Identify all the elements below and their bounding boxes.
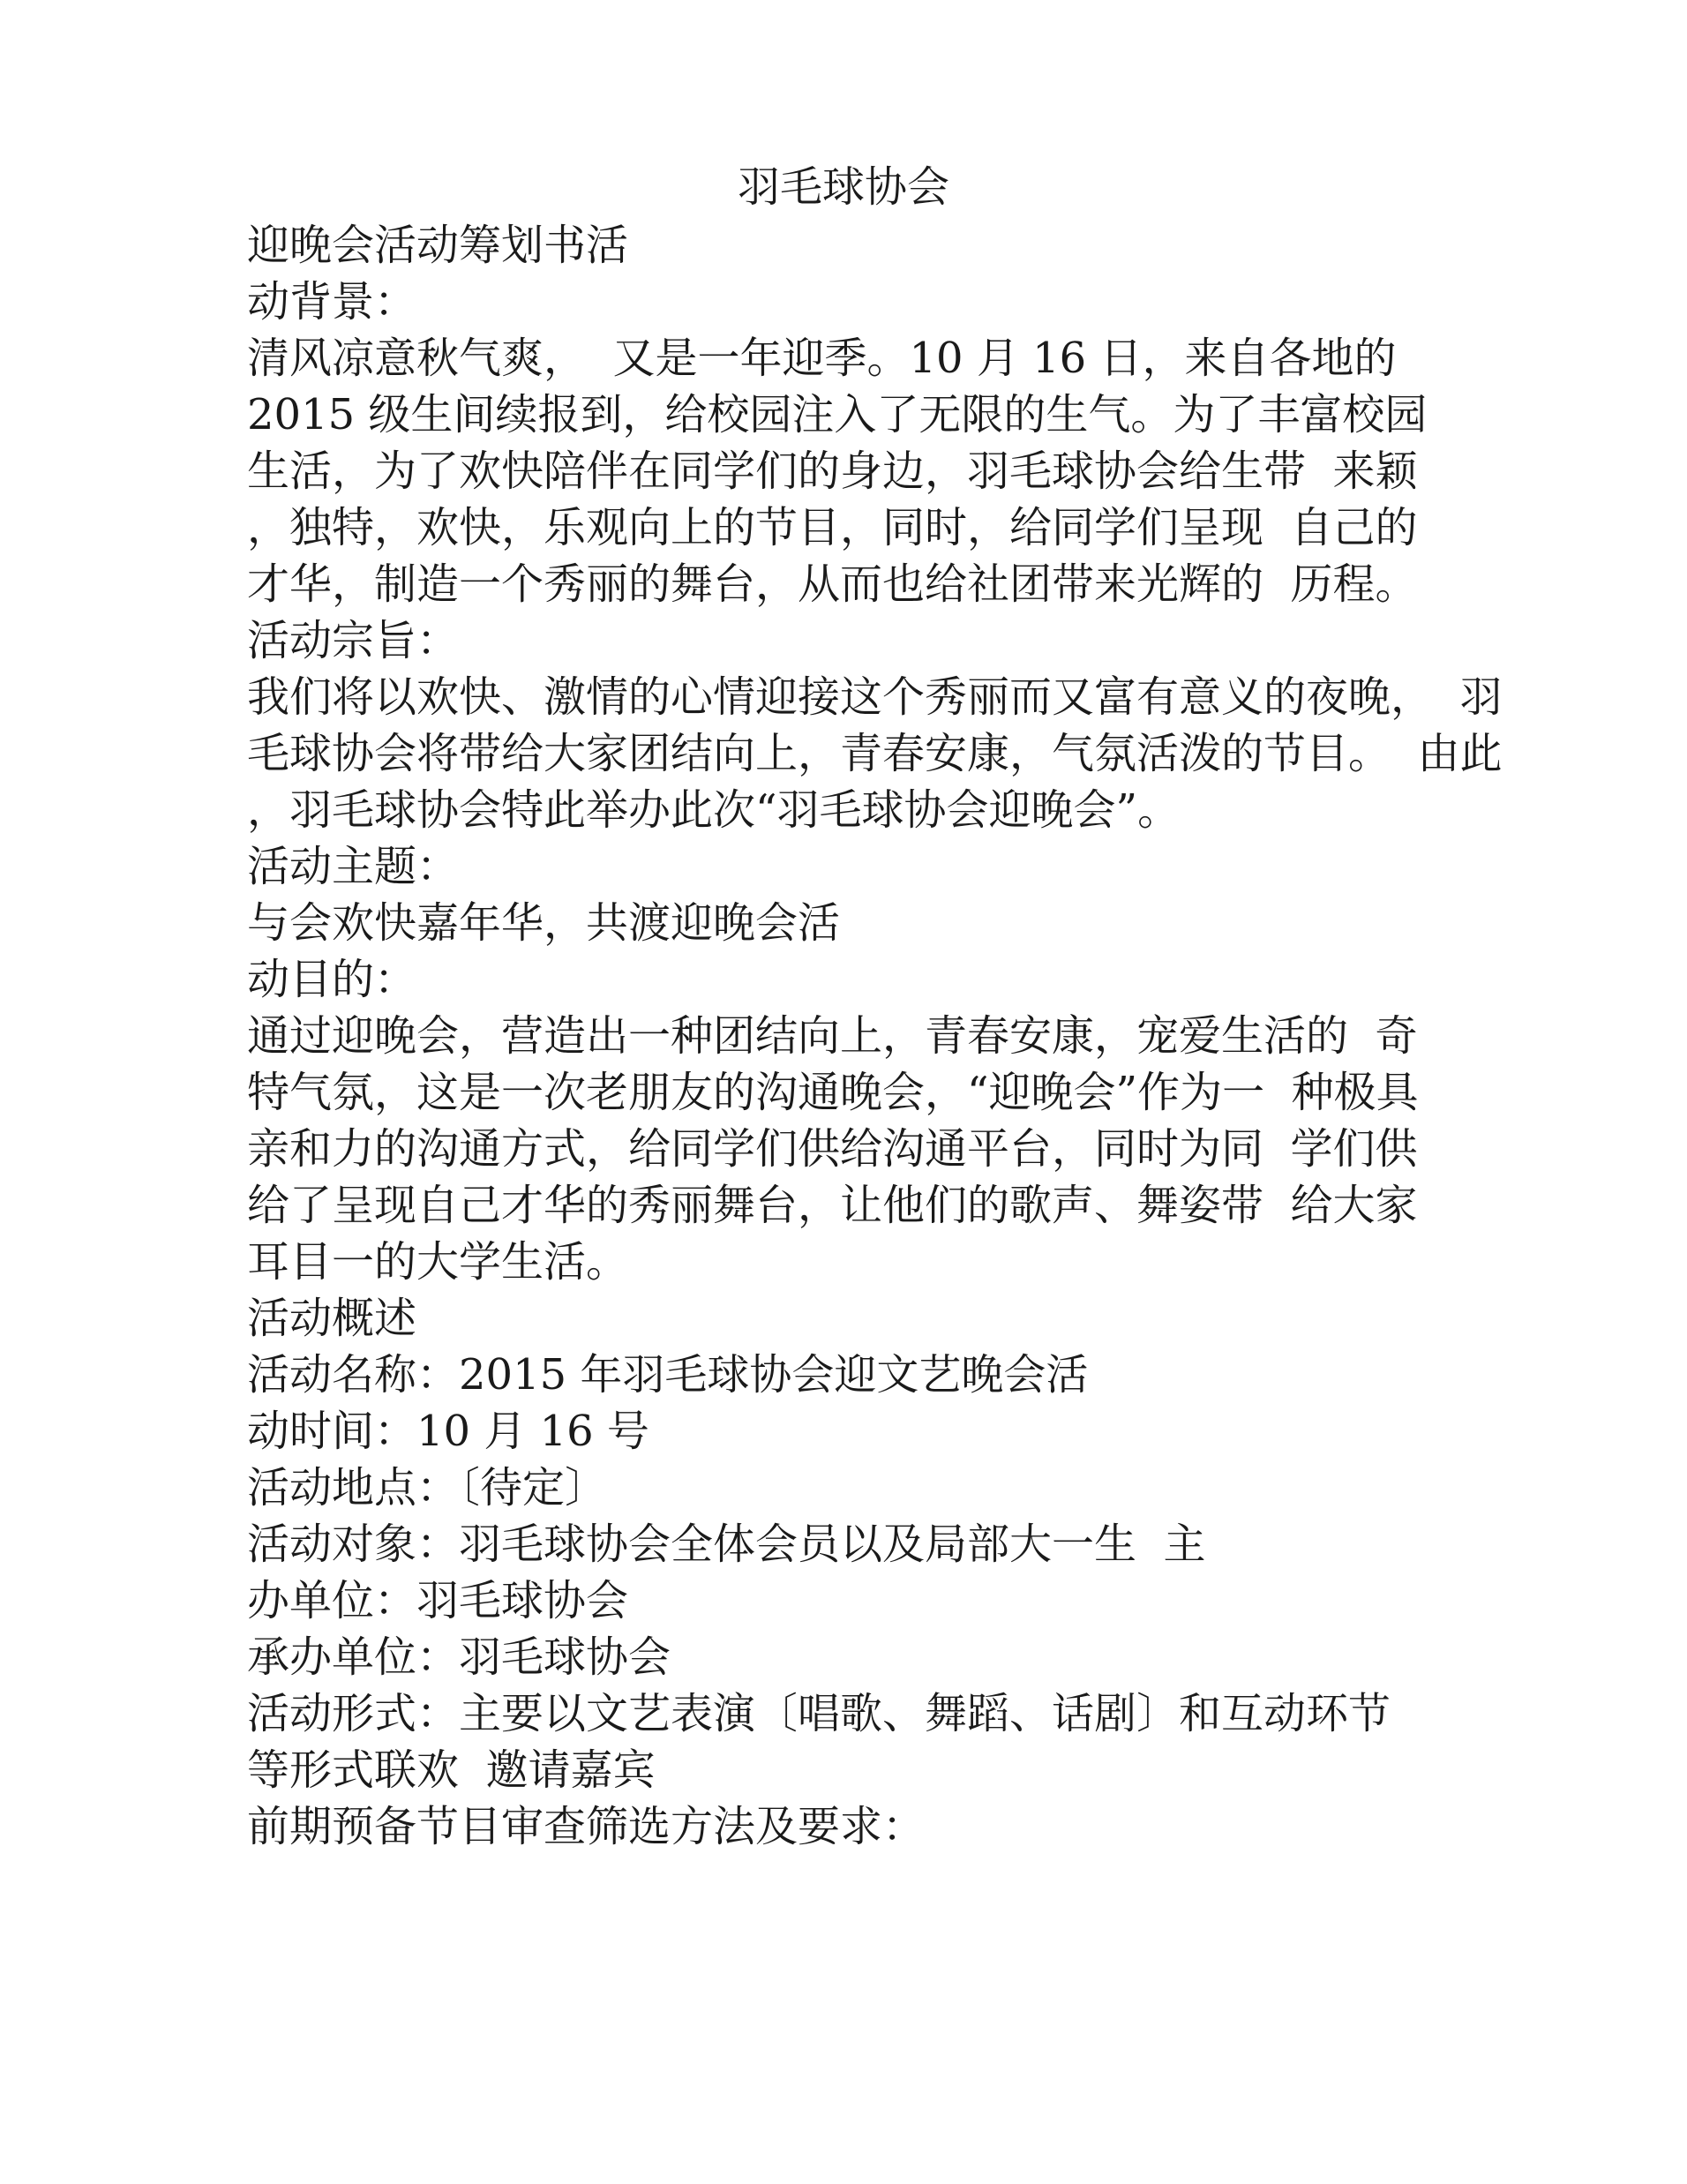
body-line: 活动形式：主要以文艺表演〔唱歌、舞蹈、话剧〕和互动环节 — [247, 1689, 1391, 1738]
body-line: 毛球协会将带给大家团结向上，青春安康，气氛活泼的节目。 由此 — [247, 729, 1503, 778]
body-line: ，独特，欢快，乐观向上的节目，同时，给同学们呈现 自己的 — [247, 503, 1418, 552]
body-line: 2015 级生间续报到，给校园注入了无限的生气。为了丰富校园 — [247, 390, 1428, 439]
body-line: 亲和力的沟通方式，给同学们供给沟通平台，同时为同 学们供 — [247, 1124, 1418, 1174]
body-line: 活动地点：〔待定〕 — [247, 1463, 608, 1512]
body-line: 办单位：羽毛球协会 — [247, 1576, 629, 1625]
body-line: 清风凉意秋气爽， 又是一年迎季。10 月 16 日，来自各地的 — [247, 334, 1397, 383]
body-line: 我们将以欢快、激情的心情迎接这个秀丽而又富有意义的夜晚， 羽 — [247, 672, 1503, 722]
body-line: 与会欢快嘉年华，共渡迎晚会活 — [247, 898, 841, 948]
section-heading-overview: 活动概述 — [247, 1294, 417, 1343]
body-line: 动时间：10 月 16 号 — [247, 1407, 649, 1456]
body-line: 生活，为了欢快陪伴在同学们的身边，羽毛球协会给生带 来颖 — [247, 447, 1418, 496]
body-line: 活动对象：羽毛球协会全体会员以及局部大一生 主 — [247, 1520, 1206, 1569]
body-line: 耳目一的大学生活。 — [247, 1237, 629, 1287]
body-line: 通过迎晚会，营造出一种团结向上，青春安康，宠爱生活的 奇 — [247, 1011, 1418, 1061]
body-line: 特气氛，这是一次老朋友的沟通晚会，“迎晚会”作为一 种极具 — [247, 1068, 1419, 1117]
document-body — [247, 217, 1503, 1855]
body-line: ，羽毛球协会特此举办此次“羽毛球协会迎晚会”。 — [247, 785, 1181, 835]
body-line: 承办单位：羽毛球协会 — [247, 1632, 671, 1682]
section-heading-theme: 活动主题： — [247, 842, 460, 891]
body-line: 前期预备节目审查筛选方法及要求： — [247, 1802, 926, 1851]
section-heading-background: 动背景： — [247, 277, 417, 326]
body-line: 活动名称：2015 年羽毛球协会迎文艺晚会活 — [247, 1350, 1089, 1400]
document-title: 羽毛球协会 — [737, 162, 949, 212]
body-line: 等形式联欢 邀请嘉宾 — [247, 1745, 656, 1795]
body-line: 给了呈现自己才华的秀丽舞台，让他们的歌声、舞姿带 给大家 — [247, 1181, 1418, 1230]
section-heading-purpose: 活动宗旨： — [247, 616, 460, 665]
body-line: 迎晚会活动筹划书活 — [247, 221, 629, 270]
body-line: 才华，制造一个秀丽的舞台，从而也给社团带来光辉的 历程。 — [247, 559, 1418, 609]
section-heading-goal: 动目的： — [247, 955, 417, 1004]
